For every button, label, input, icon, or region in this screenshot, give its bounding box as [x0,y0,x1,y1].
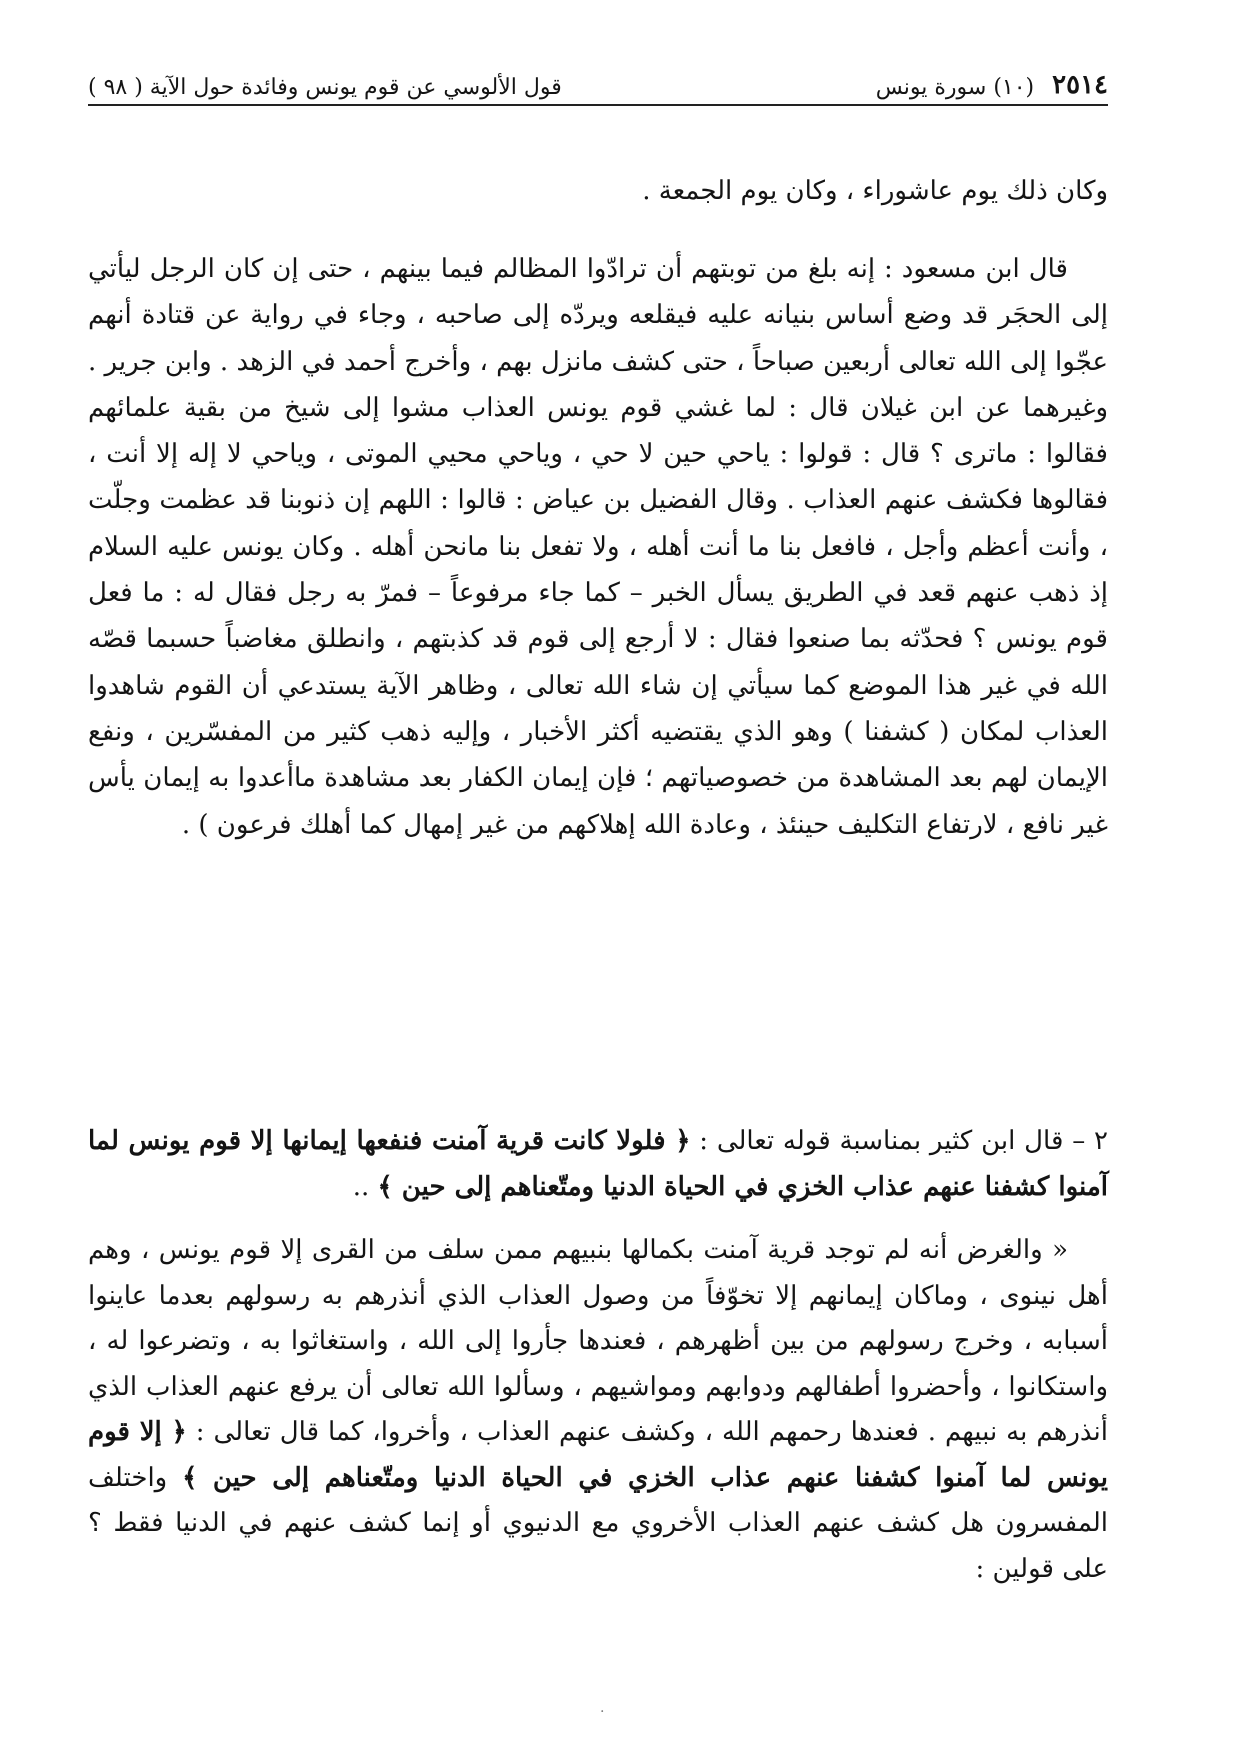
paragraph-top-line: وكان ذلك يوم عاشوراء ، وكان يوم الجمعة . [642,176,1108,206]
header-divider [88,104,1108,106]
page-header [88,56,1108,100]
footer-mark: . [600,1700,605,1716]
quote-part-2: واختلف المفسرون هل كشف عنهم العذاب الأخروي مع الدنيوي أو إنما كشف عنهم في الدنيا فقط ؟ على قولين : [88,1462,1108,1584]
paragraph-main: قال ابن مسعود : إنه بلغ من توبتهم أن ترادّوا المظالم فيما بينهم ، حتى إن كان الرجل ليأتي إلى الحجَر قد وضع أساس بنيانه عليه فيقلعه ويردّه إلى صاحبه ، وجاء في رواية عن قتادة أنهم عجّوا إلى الله تعالى أربعين صباحاً ، حتى كشف مانزل بهم ، وأخرج أحمد في الزهد . وابن جرير . وغيرهما عن ابن غيلان قال : لما غشي قوم يونس العذاب مشوا إلى شيخ من بقية علمائهم فقالوا : ماترى ؟ قال : قولوا : ياحي حين لا حي ، وياحي محيي الموتى ، وياحي لا إله إلا أنت ، فقالوها فكشف عنهم العذاب . وقال الفضيل بن عياض : قالوا : اللهم إن ذنوبنا قد عظمت وجلّت ، وأنت أعظم وأجل ، فافعل بنا ما أنت أهله ، ولا تفعل بنا مانحن أهله . وكان يونس عليه السلام إذ ذهب عنهم قعد في الطريق يسأل الخبر – كما جاء مرفوعاً – فمرّ به رجل فقال له : ما فعل قوم يونس ؟ فحدّثه بما صنعوا فقال : لا أرجع إلى قوم قد كذبتهم ، وانطلق مغاضباً حسبما قصّه الله في غير هذا الموضع كما سيأتي إن شاء الله تعالى ، وظاهر الآية يستدعي أن القوم شاهدوا العذاب لمكان ( كشفنا ) وهو الذي يقتضيه أكثر الأخبار ، وإليه ذهب كثير من المفسّرين ، ونفع الإيمان لهم بعد المشاهدة من خصوصياتهم ؛ فإن إيمان الكفار بعد مشاهدة ماأعدوا به إيمان يأس غير نافع ، لارتفاع التكليف حينئذ ، وعادة الله إهلاكهم من غير إمهال كما أهلك فرعون ) . [88,254,1108,840]
running-title: قول الألوسي عن قوم يونس وفائدة حول الآية ( ٩٨ ) [88,75,562,100]
verse-quote-1: ﴿ فلولا كانت قرية آمنت فنفعها إيمانها إلا قوم يونس لما آمنوا كشفنا عنهم عذاب الخزي في الحياة الدنيا ومتّعناهم إلى حين ﴾ [88,1126,1108,1202]
surah-label: (١٠) سورة يونس [875,75,1035,100]
quote-part-1: « والغرض أنه لم توجد قرية آمنت بكمالها بنبيهم ممن سلف من القرى إلا قوم يونس ، وهم أهل نينوى ، وماكان إيمانهم إلا تخوّفاً من وصول العذاب الذي أنذرهم به رسولهم بعدما عاينوا أسبابه ، وخرج رسولهم من بين أظهرهم ، فعندها جأروا إلى الله ، واستغاثوا به ، وتضرعوا له ، واستكانوا ، وأحضروا أطفالهم ودوابهم ومواشيهم ، وسألوا الله تعالى أن يرفع عنهم العذاب الذي أنذرهم به نبيهم . فعندها رحمهم الله ، وكشف عنهم العذاب ، وأخروا، كما قال تعالى : [88,1235,1108,1447]
page-number: ٢٥١٤ [1052,70,1108,100]
section-2-intro [88,1118,1108,1210]
section-2-intro-text: ٢ – قال ابن كثير بمناسبة قوله تعالى : [699,1126,1108,1156]
header-right [876,70,1108,100]
ibn-kathir-quote [88,1228,1108,1592]
verse-quote-2: ﴿ إلا قوم يونس لما آمنوا كشفنا عنهم عذاب الخزي في الحياة الدنيا ومتّعناهم إلى حين ﴾ [88,1417,1108,1493]
section-2-ellipsis: .. [352,1172,370,1202]
